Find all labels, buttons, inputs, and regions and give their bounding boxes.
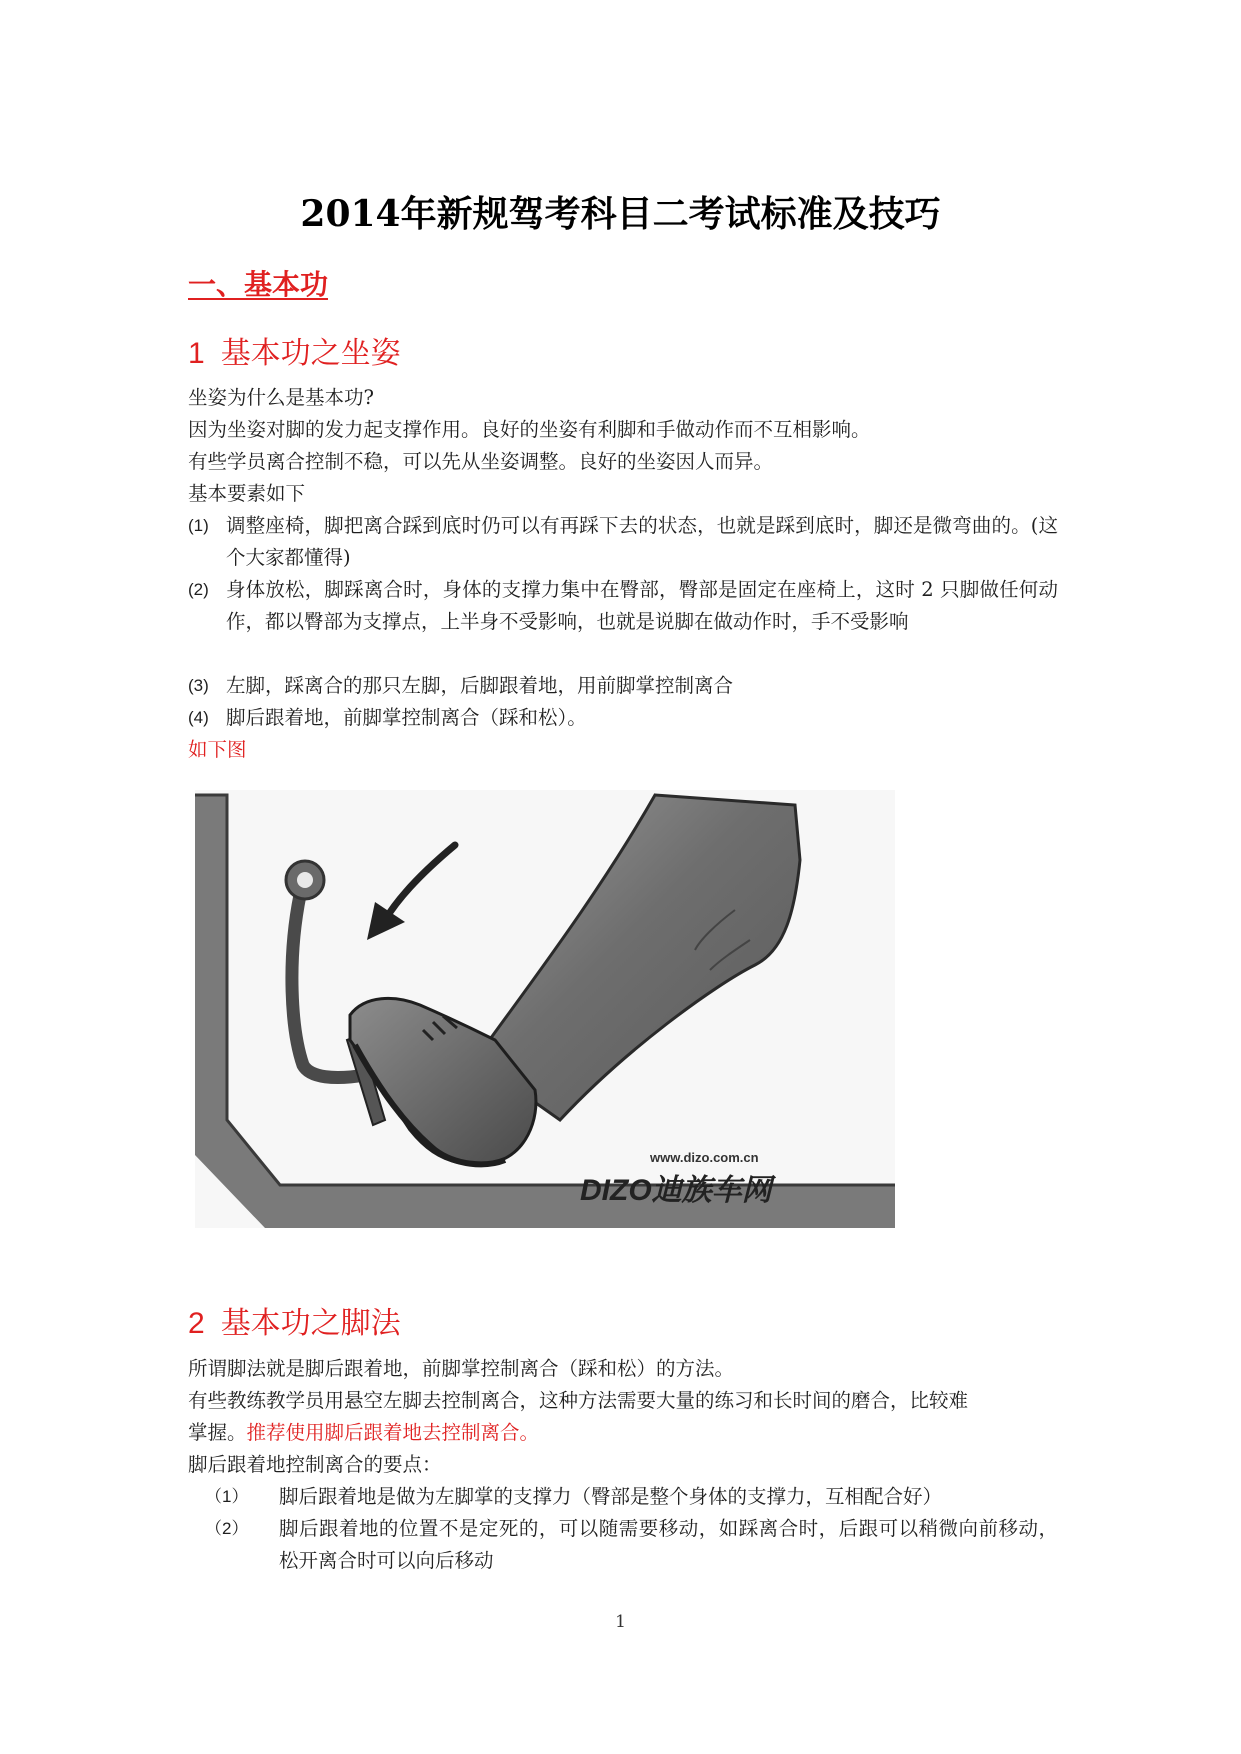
subsection-heading-footwork — [188, 1298, 401, 1342]
list-marker: （1） — [205, 1487, 249, 1506]
list-text: 身体放松，脚踩离合时，身体的支撑力集中在臀部，臀部是固定在座椅上，这时 2 只脚做任何动作，都以臀部为支撑点，上半身不受影响，也就是说脚在做动作时，手不受影响 — [226, 578, 1058, 633]
subsection-number: 1 — [188, 337, 205, 370]
paragraph: 脚后跟着地控制离合的要点： — [188, 1453, 442, 1476]
list-text: 脚后跟着地，前脚掌控制离合（踩和松）。 — [226, 706, 587, 729]
list-marker: (1) — [188, 516, 209, 535]
subsection-number: 2 — [188, 1307, 205, 1340]
page-number: 1 — [615, 1612, 626, 1632]
watermark-logo: DIZO迪族车网 — [580, 1174, 772, 1207]
paragraph — [188, 1417, 539, 1449]
document-title: 2014年新规驾考科目二考试标准及技巧 — [300, 193, 941, 235]
clutch-pedal-illustration — [195, 790, 895, 1280]
paragraph: 基本要素如下 — [188, 482, 306, 505]
paragraph: 有些学员离合控制不稳，可以先从坐姿调整。良好的坐姿因人而异。 — [188, 450, 774, 473]
paragraph: 有些教练教学员用悬空左脚去控制离合，这种方法需要大量的练习和长时间的磨合，比较难 — [188, 1389, 969, 1412]
list-item — [205, 1481, 1058, 1513]
list-item — [188, 574, 1058, 638]
list-marker: (4) — [188, 708, 209, 727]
list-text: 脚后跟着地的位置不是定死的，可以随需要移动，如踩离合时，后跟可以稍微向前移动，松开离合时可以向后移动 — [279, 1517, 1058, 1572]
paragraph: 所谓脚法就是脚后跟着地，前脚掌控制离合（踩和松）的方法。 — [188, 1357, 735, 1380]
subsection-title: 基本功之坐姿 — [220, 336, 401, 371]
section-heading: 一、基本功 — [188, 268, 329, 301]
paragraph-text: 掌握。 — [188, 1421, 247, 1444]
subsection-heading-sitting — [188, 328, 401, 372]
list-item — [188, 670, 1058, 702]
list-marker: (3) — [188, 676, 209, 695]
recommendation-text: 推荐使用脚后跟着地去控制离合。 — [246, 1421, 540, 1444]
list-text: 左脚，踩离合的那只左脚，后脚跟着地，用前脚掌控制离合 — [226, 674, 734, 697]
paragraph: 坐姿为什么是基本功? — [188, 386, 374, 409]
paragraph: 因为坐姿对脚的发力起支撑作用。良好的坐姿有利脚和手做动作而不互相影响。 — [188, 418, 871, 441]
list-item — [188, 702, 1058, 734]
list-marker: （2） — [205, 1519, 249, 1538]
list-marker: (2) — [188, 580, 209, 599]
list-text: 脚后跟着地是做为左脚掌的支撑力（臀部是整个身体的支撑力，互相配合好） — [279, 1485, 943, 1508]
watermark-url: www.dizo.com.cn — [650, 1150, 759, 1165]
list-item — [205, 1513, 1058, 1577]
list-text: 调整座椅，脚把离合踩到底时仍可以有再踩下去的状态，也就是踩到底时，脚还是微弯曲的。(这个大家都懂得) — [226, 514, 1058, 569]
figure-caption: 如下图 — [188, 738, 247, 761]
subsection-title: 基本功之脚法 — [220, 1306, 401, 1341]
list-item — [188, 510, 1058, 574]
